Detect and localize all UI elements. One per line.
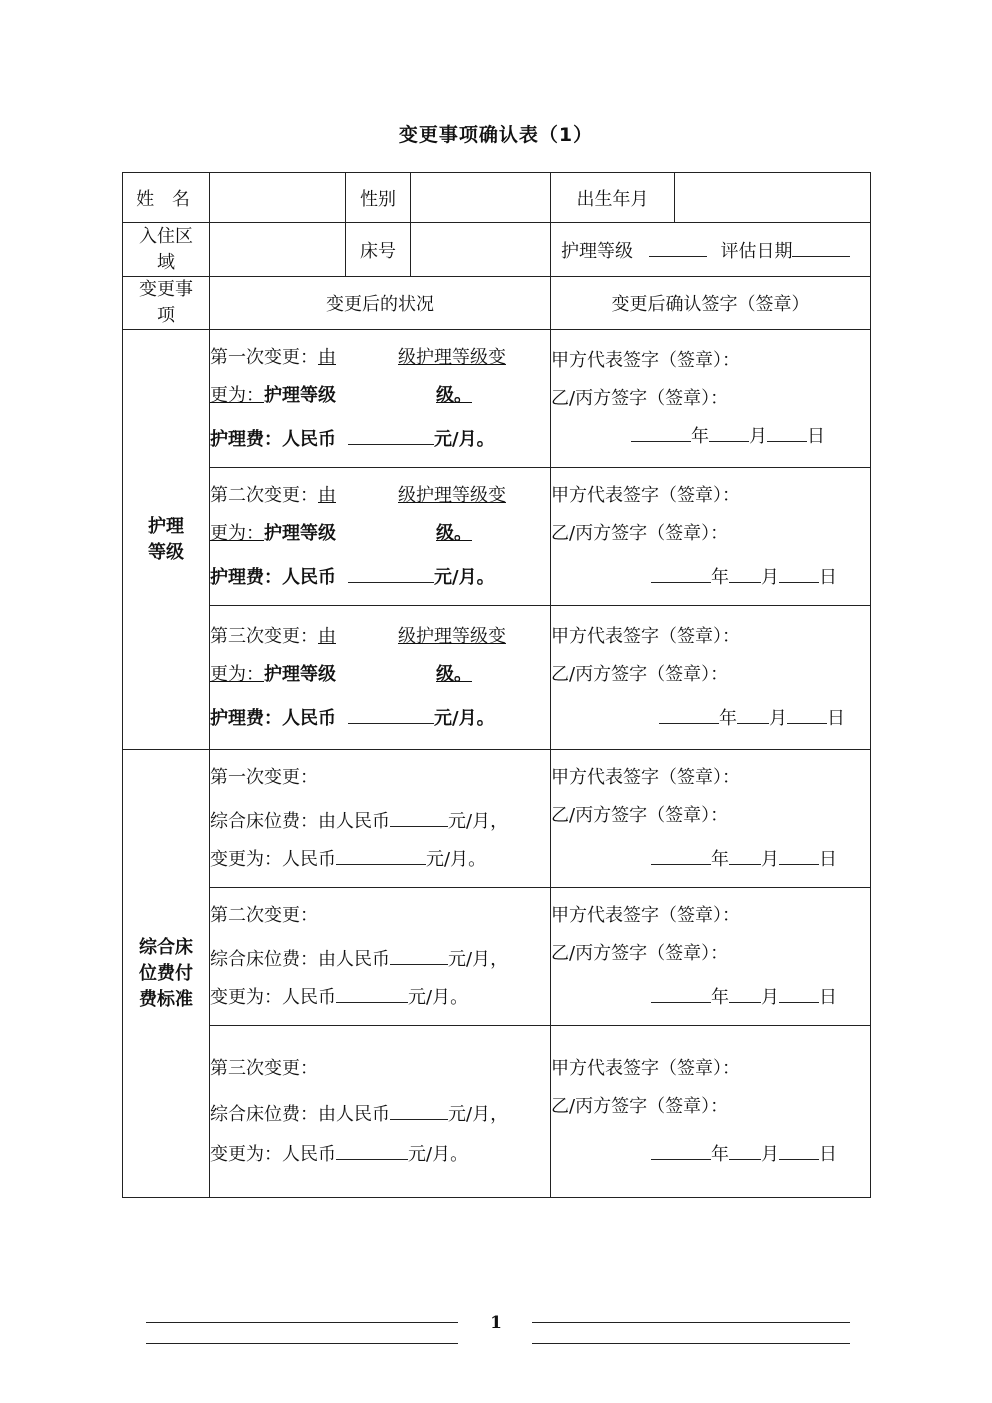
to-fee-blank[interactable]: [336, 984, 408, 1003]
to-fee-blank[interactable]: [336, 846, 426, 865]
change-confirmation-table: [122, 172, 871, 1198]
sign-cell-n2: [551, 468, 871, 606]
from-text: 由: [318, 346, 336, 368]
party-a-sign: 甲方代表签字（签章）：: [551, 1057, 740, 1079]
care-level-blank[interactable]: [649, 238, 707, 257]
page-number: 1: [490, 1313, 502, 1333]
month-blank[interactable]: [709, 423, 749, 442]
bedfee-change-1: [210, 750, 551, 888]
fee-unit: 元/月。: [434, 707, 495, 729]
line3-unit: 元/月。: [426, 848, 487, 870]
care-assess-cell: [551, 223, 871, 277]
day-blank[interactable]: [767, 423, 807, 442]
level-unit: 级。: [436, 663, 472, 685]
change-title: 第三次变更：: [210, 1057, 318, 1079]
nursing-section-label: [123, 330, 210, 750]
birth-field[interactable]: [675, 173, 871, 223]
party-bc-sign: 乙/丙方签字（签章）：: [551, 522, 729, 544]
line3-unit: 元/月。: [408, 986, 469, 1008]
party-a-sign: 甲方代表签字（签章）：: [551, 484, 740, 506]
fee-label: 护理费：人民币: [210, 566, 336, 588]
assess-date-label: 评估日期: [720, 240, 793, 262]
party-bc-sign: 乙/丙方签字（签章）：: [551, 663, 729, 685]
fee-label: 护理费：人民币: [210, 428, 336, 450]
day-blank[interactable]: [779, 564, 819, 583]
level-unit: 级。: [436, 384, 472, 406]
to-fee-blank[interactable]: [336, 1141, 408, 1160]
item-label: [123, 277, 210, 330]
day-label: 日: [819, 986, 837, 1008]
year-label: 年: [711, 1143, 729, 1165]
change-title: 第二次变更：: [210, 484, 318, 506]
fee-blank[interactable]: [348, 564, 434, 583]
page-title: 变更事项确认表（1）: [398, 124, 594, 146]
year-blank[interactable]: [651, 984, 711, 1003]
bed-field[interactable]: [411, 223, 551, 277]
fee-label: 护理费：人民币: [210, 707, 336, 729]
fee-blank[interactable]: [348, 705, 434, 724]
party-bc-sign: 乙/丙方签字（签章）：: [551, 1095, 729, 1117]
second-prefix: 更为：: [210, 522, 264, 544]
mid-text: 级护理等级变: [398, 346, 506, 368]
party-a-sign: 甲方代表签字（签章）：: [551, 766, 740, 788]
change-title: 第二次变更：: [210, 904, 318, 926]
after-status-label: 变更后的状况: [210, 277, 551, 330]
level-unit: 级。: [436, 522, 472, 544]
bedfee-change-2: [210, 888, 551, 1026]
second-label: 护理等级: [264, 384, 336, 406]
party-bc-sign: 乙/丙方签字（签章）：: [551, 942, 729, 964]
party-bc-sign: 乙/丙方签字（签章）：: [551, 804, 729, 826]
from-fee-blank[interactable]: [390, 1101, 448, 1120]
bedfee-section-label: [123, 750, 210, 1198]
assess-date-blank[interactable]: [792, 238, 850, 257]
gender-field[interactable]: [411, 173, 551, 223]
from-text: 由: [318, 625, 336, 647]
fee-unit: 元/月。: [434, 566, 495, 588]
mid-text: 级护理等级变: [398, 625, 506, 647]
year-label: 年: [719, 707, 737, 729]
change-title: 第一次变更：: [210, 346, 318, 368]
day-blank[interactable]: [779, 984, 819, 1003]
month-label: 月: [761, 1143, 779, 1165]
year-blank[interactable]: [659, 705, 719, 724]
line3-label: 变更为：人民币: [210, 848, 336, 870]
month-label: 月: [749, 425, 767, 447]
sign-cell-b1: [551, 750, 871, 888]
month-blank[interactable]: [737, 705, 769, 724]
birth-label: 出生年月: [551, 173, 675, 223]
second-label: 护理等级: [264, 522, 336, 544]
fee-blank[interactable]: [348, 426, 434, 445]
line2-label: 综合床位费：由人民币: [210, 948, 390, 970]
party-bc-sign: 乙/丙方签字（签章）：: [551, 387, 729, 409]
party-a-sign: 甲方代表签字（签章）：: [551, 625, 740, 647]
area-label: [123, 223, 210, 277]
footer-rule-left-bottom: [146, 1343, 458, 1344]
year-blank[interactable]: [651, 1141, 711, 1160]
day-label: 日: [819, 848, 837, 870]
area-label-text: 入住区域: [139, 225, 193, 273]
year-blank[interactable]: [651, 564, 711, 583]
change-title: 第三次变更：: [210, 625, 318, 647]
month-blank[interactable]: [729, 984, 761, 1003]
line2-label: 综合床位费：由人民币: [210, 810, 390, 832]
line2-unit: 元/月，: [448, 948, 509, 970]
party-a-sign: 甲方代表签字（签章）：: [551, 904, 740, 926]
sign-cell-b3: [551, 1026, 871, 1198]
day-label: 日: [819, 1143, 837, 1165]
change-title: 第一次变更：: [210, 766, 318, 788]
sign-cell-b2: [551, 888, 871, 1026]
month-label: 月: [761, 566, 779, 588]
mid-text: 级护理等级变: [398, 484, 506, 506]
year-label: 年: [711, 848, 729, 870]
year-blank[interactable]: [651, 846, 711, 865]
nursing-change-3: [210, 606, 551, 750]
bed-label: 床号: [346, 223, 411, 277]
area-field[interactable]: [210, 223, 346, 277]
second-prefix: 更为：: [210, 663, 264, 685]
from-text: 由: [318, 484, 336, 506]
sign-cell-n1: [551, 330, 871, 468]
footer-rule-right-bottom: [532, 1343, 850, 1344]
day-label: 日: [807, 425, 825, 447]
nursing-section-text: 护理等级: [148, 515, 184, 563]
item-label-text: 变更事项: [139, 279, 193, 326]
day-blank[interactable]: [787, 705, 827, 724]
nursing-change-2: [210, 468, 551, 606]
year-label: 年: [691, 425, 709, 447]
second-prefix: 更为：: [210, 384, 264, 406]
month-label: 月: [761, 848, 779, 870]
gender-label: 性别: [346, 173, 411, 223]
bedfee-section-text: 综合床位费付费标准: [139, 936, 193, 1010]
from-fee-blank[interactable]: [390, 946, 448, 965]
from-fee-blank[interactable]: [390, 808, 448, 827]
line3-label: 变更为：人民币: [210, 1143, 336, 1165]
year-label: 年: [711, 566, 729, 588]
day-label: 日: [819, 566, 837, 588]
line2-unit: 元/月，: [448, 1103, 509, 1125]
name-label: 姓 名: [123, 173, 210, 223]
year-blank[interactable]: [631, 423, 691, 442]
bedfee-change-3: [210, 1026, 551, 1198]
fee-unit: 元/月。: [434, 428, 495, 450]
month-blank[interactable]: [729, 846, 761, 865]
party-a-sign: 甲方代表签字（签章）：: [551, 349, 740, 371]
year-label: 年: [711, 986, 729, 1008]
nursing-change-1: [210, 330, 551, 468]
month-blank[interactable]: [729, 564, 761, 583]
line3-label: 变更为：人民币: [210, 986, 336, 1008]
line3-unit: 元/月。: [408, 1143, 469, 1165]
care-level-label: 护理等级: [561, 240, 633, 262]
day-label: 日: [827, 707, 845, 729]
day-blank[interactable]: [779, 1141, 819, 1160]
name-field[interactable]: [210, 173, 346, 223]
day-blank[interactable]: [779, 846, 819, 865]
sign-cell-n3: [551, 606, 871, 750]
month-label: 月: [769, 707, 787, 729]
month-blank[interactable]: [729, 1141, 761, 1160]
month-label: 月: [761, 986, 779, 1008]
line2-unit: 元/月，: [448, 810, 509, 832]
second-label: 护理等级: [264, 663, 336, 685]
line2-label: 综合床位费：由人民币: [210, 1103, 390, 1125]
confirm-label: 变更后确认签字（签章）: [551, 277, 871, 330]
